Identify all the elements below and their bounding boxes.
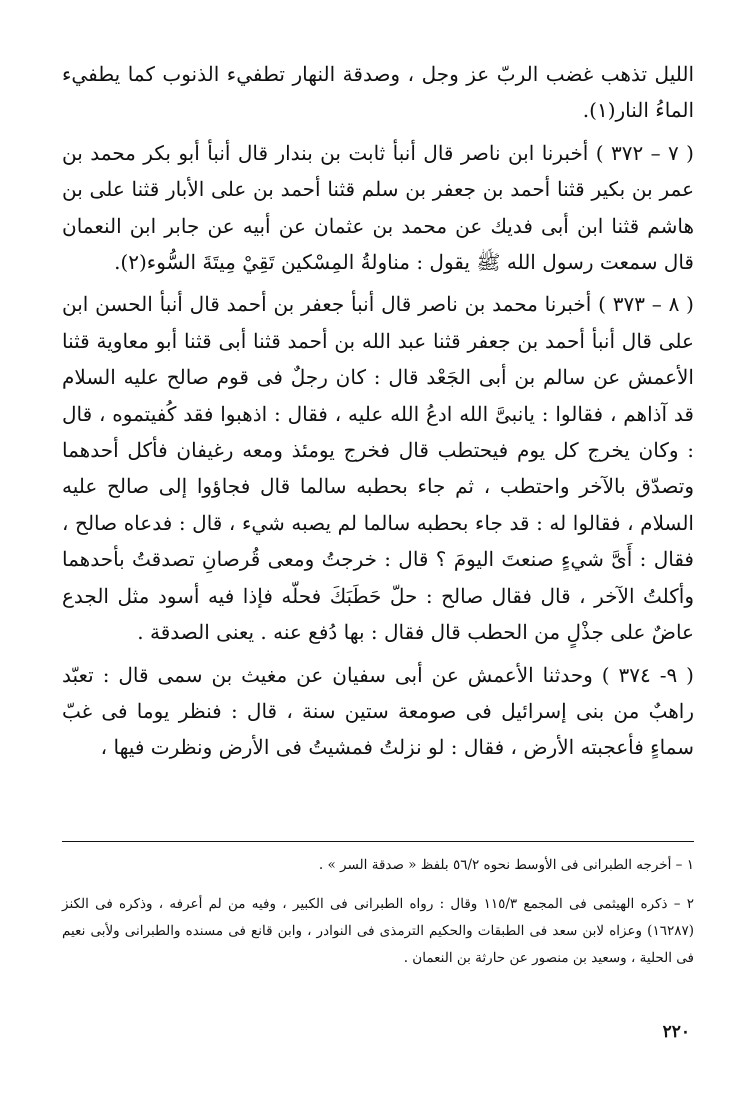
hadith-paragraph-373: ( ٨ – ٣٧٣ ) أخبرنا محمد بن ناصر قال أنبأ جعفر بن أحمد قال أنبأ الحسن ابن على قال أنبأ أحمد بن جعفر قثنا عبد الله بن أحمد قثنا أبى قثنا أبو معاوية قثنا الأعمش عن سالم بن أبى الجَعْد قال : كان رجلٌ فى قوم صالح عليه السلام قد آذاهم ، فقالوا : يانبىَّ الله ادعُ الله عليه ، فقال : اذهبوا فقد كُفيتموه ، قال : وكان يخرج كل يوم فيحتطب قال فخرج يومئذ ومعه رغيفان فأكل أحدهما وتصدّق بالآخر واحتطب ، ثم جاء بحطبه سالما قال فجاؤوا إلى صالح عليه السلام ، فقالوا له : قد جاء بحطبه سالما لم يصبه شيء ، قال : فدعاه صالح ، فقال : أَىَّ شيءٍ صنعتَ اليومَ ؟ قال : خرجتُ ومعى قُرصانِ تصدقتُ بأحدهما وأكلتُ الآخر ، قال فقال صالح : حلّ حَطَبَكَ فحلّه فإذا فيه أسود مثل الجدع عاضٌ على جذْلٍ من الحطب قال فقال : بها دُفع عنه . يعنى الصدقة . <box>62 292 694 645</box>
footnote-divider <box>62 841 694 842</box>
footnote-1: ١ – أخرجه الطبرانى فى الأوسط نحوه ٥٦/٢ بلفظ « صدقة السر » . <box>318 857 694 873</box>
paragraph-continuation: الليل تذهب غضب الربّ عز وجل ، وصدقة النهار تطفيء الذنوب كما يطفيء الماءُ النار(١). <box>62 62 694 123</box>
footnote-2: ٢ – ذكره الهيثمى فى المجمع ١١٥/٣ وقال : رواه الطبرانى فى الكبير ، وفيه من لم أعرفه ، وذكره فى الكنز (١٦٢٨٧) وعزاه لابن سعد فى الطبقات والحكيم الترمذى فى النوادر ، وابن قانع فى مسنده والطبرانى ولأبى نعيم فى الحلية ، وسعيد بن منصور عن حارثة بن النعمان . <box>62 896 695 966</box>
main-text <box>62 56 694 766</box>
hadith-paragraph-372: ( ٧ – ٣٧٢ ) أخبرنا ابن ناصر قال أنبأ ثابت بن بندار قال أنبأ أبو بكر محمد بن عمر بن بكير قثنا أحمد بن جعفر بن سلم قثنا أحمد بن على الأبار قثنا على بن هاشم قثنا ابن أبى فديك عن محمد بن عثمان عن أبيه عن جابر ابن النعمان قال سمعت رسول الله ﷺ يقول : مناولةُ المِسْكين تَقِيْ مِيتَةَ السُّوء(٢). <box>62 140 694 275</box>
footnotes <box>62 852 694 972</box>
hadith-paragraph-374: ( ٩- ٣٧٤ ) وحدثنا الأعمش عن أبى سفيان عن مغيث بن سمى قال : تعبّد راهبٌ من بنى إسرائيل فى صومعة ستين سنة ، قال : فنظر يوما فى غبّ سماءٍ فأعجبته الأرض ، فقال : لو نزلتُ فمشيتُ فى الأرض ونظرت فيها ، <box>62 662 694 760</box>
page-number: ٢٢٠ <box>662 1022 690 1042</box>
